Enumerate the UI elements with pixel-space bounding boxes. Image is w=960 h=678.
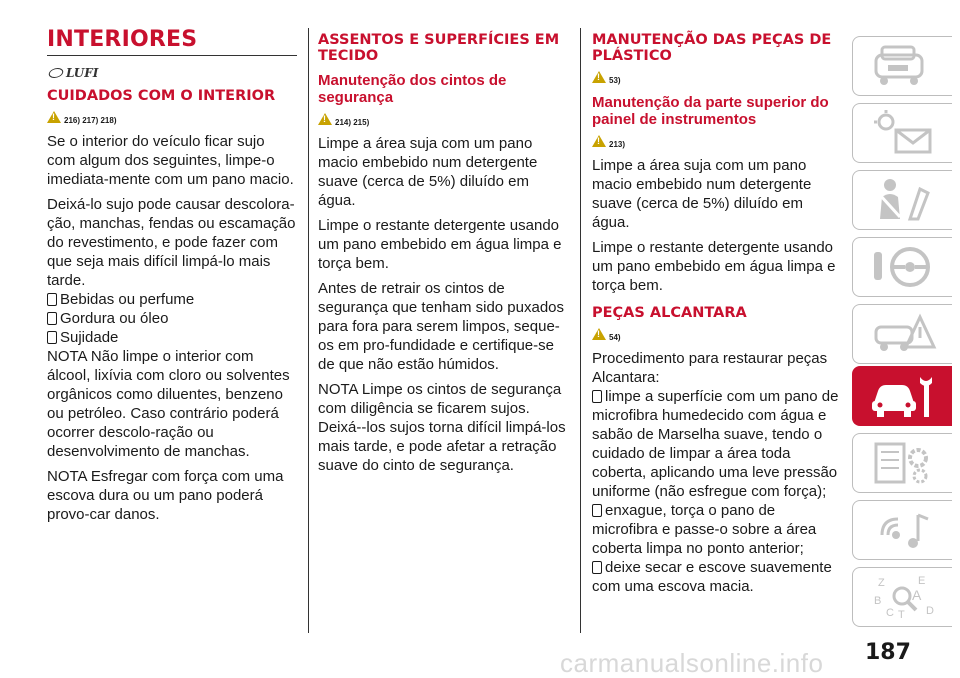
bullet-box-icon [47, 312, 57, 325]
list-item: limpe a superfície com um pano de microfibra humedecido com água e sabão de Marselha suave, tendo o cuidado de limpar a área toda coberta, aplicando uma leve pressão uniforme (não esfregue com força); [592, 388, 839, 500]
note-paragraph: NOTA Limpe os cintos de segurança com diligência se ficarem sujos. Deixá--los sujos torna difícil limpá-los mais tarde, e pode afetar a retração suave do cinto de segurança. [318, 381, 566, 474]
warning-reference: ! 214) 215) [318, 112, 570, 128]
index-letters-icon [868, 572, 938, 622]
tab-emergency[interactable] [852, 304, 952, 364]
index-letter: T [897, 609, 905, 621]
list-item: Sujidade [47, 328, 297, 347]
tab-maintenance[interactable] [852, 366, 952, 426]
warning-icon [592, 71, 606, 83]
bullet-box-icon [592, 390, 602, 403]
section-title: MANUTENÇÃO DAS PEÇAS DE PLÁSTICO [592, 32, 832, 64]
tab-technical-data[interactable] [852, 433, 952, 493]
paragraph: Limpe a área suja com um pano macio embebido num detergente suave (cerca de 5%) diluído em água. [318, 135, 538, 209]
warning-lights-icon [868, 108, 938, 158]
paragraph: Deixá-lo sujo pode causar descolora-ção, manchas, fendas ou escamação do revestimento, e pode fazer com que seja mais difícil limpá-lo mais tarde. [47, 196, 296, 289]
column-divider [308, 28, 309, 633]
subsection-title: Manutenção da parte superior do painel de instrumentos [592, 94, 829, 128]
tab-warning-lights[interactable] [852, 103, 952, 163]
warning-icon [47, 111, 61, 123]
note-paragraph: NOTA Esfregar com força com uma escova dura ou um pano poderá provo-car danos. [47, 468, 284, 523]
index-letter: B [873, 595, 881, 607]
section-title: CUIDADOS COM O INTERIOR [47, 88, 276, 104]
column-1 [47, 28, 297, 524]
subsection-title: Manutenção dos cintos de segurança [318, 72, 507, 106]
warning-icon [592, 135, 606, 147]
warning-reference: ! 216) 217) 218) [47, 110, 297, 126]
title-rule [47, 55, 297, 56]
tab-multimedia[interactable] [852, 500, 952, 560]
tab-driving[interactable] [852, 237, 952, 297]
warning-reference: ! 53) [592, 70, 844, 86]
index-letter: D [925, 605, 934, 617]
index-letter: Z [877, 577, 885, 589]
warning-reference: ! 54) [592, 327, 844, 343]
index-letter: C [885, 607, 894, 619]
tab-dashboard[interactable] [852, 36, 952, 96]
bullet-list [47, 290, 297, 347]
list-item: Gordura ou óleo [47, 309, 297, 328]
car-wrench-icon [868, 371, 938, 421]
seatbelt-airbag-icon [868, 175, 938, 225]
lufi-logo [49, 64, 297, 82]
bullet-list [592, 387, 844, 596]
section-title: ASSENTOS E SUPERFÍCIES EM TECIDO [318, 32, 560, 64]
steering-wheel-icon [868, 242, 938, 292]
column-3 [592, 28, 844, 596]
page-title: INTERIORES [47, 27, 198, 52]
paragraph: Procedimento para restaurar peças Alcantara: [592, 350, 828, 386]
paragraph: Limpe o restante detergente usando um pano embebido em água limpa e torça bem. [318, 217, 562, 272]
lufi-label: LUFI [66, 66, 99, 80]
list-item: deixe secar e escove suavemente com uma escova macia. [592, 559, 832, 595]
bullet-box-icon [592, 561, 602, 574]
paragraph: Se o interior do veículo ficar sujo com algum dos seguintes, limpe-o imediata-mente com um pano macio. [47, 133, 294, 188]
car-dashboard-icon [868, 41, 938, 91]
media-icon [868, 505, 938, 555]
section-title: PEÇAS ALCANTARA [592, 305, 747, 321]
paragraph: Limpe o restante detergente usando um pano embebido em água limpa e torça bem. [592, 239, 836, 294]
column-2 [318, 28, 570, 475]
warning-icon [592, 328, 606, 340]
page-number: 187 [865, 640, 911, 665]
paragraph: Limpe a área suja com um pano macio embebido num detergente suave (cerca de 5%) diluído em água. [592, 157, 812, 231]
list-settings-icon [868, 438, 938, 488]
bullet-box-icon [47, 293, 57, 306]
list-item: enxague, torça o pano de microfibra e passe-o sobre a área coberta limpa no ponto anterior; [592, 502, 817, 557]
watermark: carmanualsonline.info [560, 648, 824, 678]
tab-index[interactable] [852, 567, 952, 627]
bullet-box-icon [47, 331, 57, 344]
warning-reference: ! 213) [592, 134, 844, 150]
car-crash-icon [868, 309, 938, 359]
list-item: Bebidas ou perfume [47, 290, 297, 309]
note-paragraph: NOTA Não limpe o interior com álcool, lixívia com cloro ou solventes orgânicos como diluentes, benzeno ou petróleo. Caso contrário poderá ocorrer descolo-ração ou desenvolvimento de manchas. [47, 348, 290, 460]
tab-safety[interactable] [852, 170, 952, 230]
warning-icon [318, 113, 332, 125]
bullet-box-icon [592, 504, 602, 517]
index-letter: A [911, 587, 921, 603]
index-letter: E [917, 575, 925, 587]
lufi-drop-icon [47, 68, 65, 78]
column-divider [580, 28, 581, 633]
paragraph: Antes de retrair os cintos de segurança que tenham sido puxados para fora para serem limpos, seque-os em pro-fundidade e certifique-se de que não estão húmidos. [318, 280, 565, 373]
